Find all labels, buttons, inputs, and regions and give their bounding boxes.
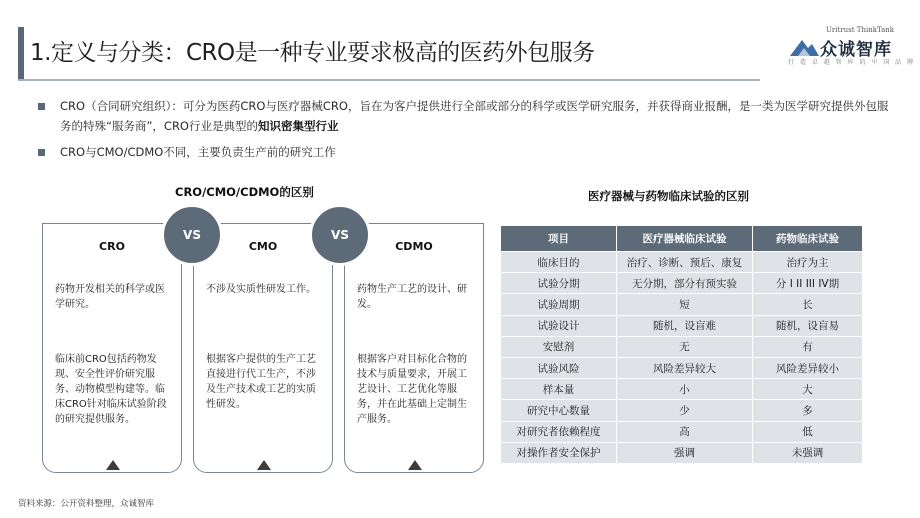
table-row [501, 357, 863, 378]
table-cell: 风险差异较大 [617, 357, 753, 378]
table-cell: 小 [617, 379, 753, 400]
page-title: 1.定义与分类：CRO是一种专业要求极高的医药外包服务 [30, 40, 595, 66]
table-header-cell: 项目 [501, 226, 617, 252]
table-header-cell: 药物临床试验 [753, 226, 863, 252]
table-row [501, 379, 863, 400]
table-cell: 分 I II III IV期 [753, 273, 863, 294]
table-row [501, 294, 863, 315]
comparison-box-summary: 药物生产工艺的设计、研发。 [357, 284, 467, 310]
vs-badge: VS [161, 204, 223, 266]
table-cell: 无分期，部分有预实验 [617, 273, 753, 294]
table-cell: 有 [753, 336, 863, 357]
logo [768, 22, 916, 70]
source-note: 资料来源：公开资料整理，众诚智库 [18, 499, 155, 509]
table-row [501, 336, 863, 357]
table-cell: 随机，设盲难 [617, 315, 753, 336]
table-cell: 试验风险 [501, 357, 617, 378]
triangle-marker-icon [408, 460, 422, 470]
device-table-title: 医疗器械与药物临床试验的区别 [588, 189, 749, 203]
table-row [501, 421, 863, 442]
table-cell: 大 [753, 379, 863, 400]
table-row [501, 400, 863, 421]
title-divider [18, 79, 760, 81]
triangle-marker-icon [106, 460, 120, 470]
table-cell: 试验设计 [501, 315, 617, 336]
triangle-marker-icon [257, 460, 271, 470]
table-row [501, 315, 863, 336]
table-cell: 对操作者安全保护 [501, 442, 617, 463]
table-cell: 治疗为主 [753, 252, 863, 273]
bullet-list [38, 96, 898, 162]
bullet-item-cro-definition [38, 96, 898, 136]
logo-slogan: 打 造 卓 越 智 库 的 中 国 品 牌 [788, 59, 916, 66]
logo-english-name: Uritrust ThinkTank [826, 26, 894, 34]
table-cell: 长 [753, 294, 863, 315]
comparison-box-name: CRO [99, 240, 125, 253]
bullet-square-icon [38, 103, 45, 110]
table-header-cell: 医疗器械临床试验 [617, 226, 753, 252]
table-cell: 样本量 [501, 379, 617, 400]
comparison-box-detail: 根据客户对目标化合物的技术与质量要求，开展工艺设计、工艺优化等服务，并在此基础上定制生产服务。 [357, 354, 467, 425]
comparison-box-detail: 临床前CRO包括药物发现、安全性评价研究服务、动物模型构建等。临床CRO针对临床试验阶段的研究提供服务。 [55, 354, 167, 425]
comparison-box-summary: 药物开发相关的科学或医学研究。 [55, 284, 165, 310]
table-cell: 随机，设盲易 [753, 315, 863, 336]
table-cell: 对研究者依赖程度 [501, 421, 617, 442]
table-cell: 少 [617, 400, 753, 421]
table-cell: 短 [617, 294, 753, 315]
table-cell: 试验周期 [501, 294, 617, 315]
comparison-box-name: CDMO [395, 240, 433, 253]
table-row [501, 273, 863, 294]
table-cell: 低 [753, 421, 863, 442]
comparison-box-cmo [193, 223, 333, 473]
table-cell: 临床目的 [501, 252, 617, 273]
table-header-row [501, 226, 863, 252]
bullet-item-cro-vs-cmo [38, 142, 898, 162]
bullet-text: CRO（合同研究组织）：可分为医药CRO与医疗器械CRO，旨在为客户提供进行全部或部分的科学或医学研究服务，并获得商业报酬，是一类为医学研究提供外包服务的特殊“服务商”，CRO行业是典型的 [60, 99, 889, 133]
vs-badge: VS [309, 204, 371, 266]
table-cell: 多 [753, 400, 863, 421]
comparison-box-cro [42, 223, 182, 473]
comparison-title: CRO/CMO/CDMO的区别 [175, 185, 314, 199]
table-row [501, 252, 863, 273]
comparison-box-name: CMO [248, 240, 278, 253]
comparison-box-cdmo [344, 223, 484, 473]
bullet-bold-text: 知识密集型行业 [258, 119, 339, 133]
device-vs-drug-table [500, 225, 863, 464]
table-row [501, 442, 863, 463]
bullet-square-icon [38, 149, 45, 156]
table-cell: 风险差异较小 [753, 357, 863, 378]
table-cell: 安慰剂 [501, 336, 617, 357]
table-cell: 未强调 [753, 442, 863, 463]
title-accent-bar [18, 27, 24, 79]
table-cell: 试验分期 [501, 273, 617, 294]
table-cell: 高 [617, 421, 753, 442]
comparison-box-summary: 不涉及实质性研发工作。 [206, 284, 316, 295]
mountain-logo-icon [788, 34, 820, 58]
bullet-text: CRO与CMO/CDMO不同，主要负责生产前的研究工作 [60, 145, 336, 159]
table-cell: 研究中心数量 [501, 400, 617, 421]
table-cell: 无 [617, 336, 753, 357]
table-cell: 强调 [617, 442, 753, 463]
table-cell: 治疗、诊断、预后、康复 [617, 252, 753, 273]
comparison-box-detail: 根据客户提供的生产工艺直接进行代工生产，不涉及生产技术或工艺的实质性研发。 [206, 354, 316, 410]
logo-chinese-name: 众诚智库 [820, 40, 892, 60]
